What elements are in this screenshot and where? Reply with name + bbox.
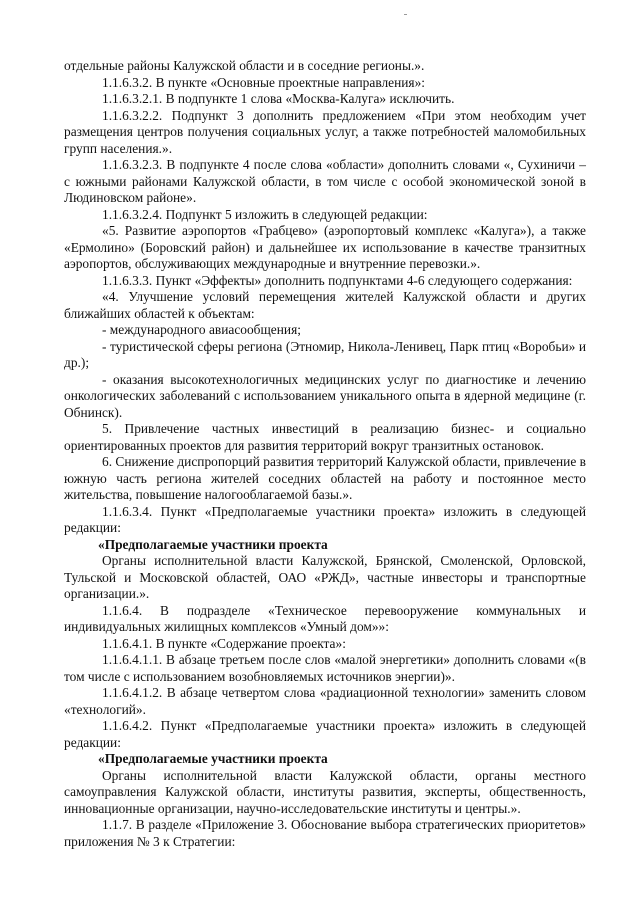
- paragraph-1-1-6-4-1-1: 1.1.6.4.1.1. В абзаце третьем после слов «малой энергетики» дополнить словами «(в том числе с использованием возобновляемых источников энергии)».: [64, 652, 586, 684]
- paragraph-1-1-6-3-4: 1.1.6.3.4. Пункт «Предполагаемые участники проекта» изложить в следующей редакции:: [64, 503, 586, 535]
- paragraph-1-1-6-3-2: 1.1.6.3.2. В пункте «Основные проектные направления»:: [102, 74, 426, 90]
- paragraph-1-1-6-3-2-2: 1.1.6.3.2.2. Подпункт 3 дополнить предложением «При этом необходим учет размещения центров получения социальных услуг, а также потребностей маломобильных групп населения.».: [64, 107, 586, 156]
- paragraph-effect-6: 6. Снижение диспропорций развития территорий Калужской области, привлечение в южную часть региона жителей соседних областей на работу и постоянное место жительства, повышение налогооблагаемой базы.».: [64, 454, 586, 502]
- paragraph-1-1-6-4: 1.1.6.4. В подразделе «Техническое перевооружение коммунальных и индивидуальных жилищных комплексов «Умный дом»»:: [64, 602, 586, 634]
- paragraph-effect-4: «4. Улучшение условий перемещения жителей Калужской области и других ближайших областей к объектам:: [64, 289, 586, 321]
- paragraph-effect-5: 5. Привлечение частных инвестиций в реализацию бизнес- и социально ориентированных проектов для развития территорий вокруг транзитных остановок.: [64, 421, 586, 453]
- paragraph-participants-2: Органы исполнительной власти Калужской области, органы местного самоуправления Калужской области, институты развития, эксперты, общественность, инновационные организации, научно-исследовательские институты и центры.».: [64, 767, 586, 816]
- list-item-medical: - оказания высокотехнологичных медицинских услуг по диагностике и лечению онкологических заболеваний с использованием уникального опыта в ядерной медицине (г. Обнинск).: [64, 371, 586, 420]
- list-item-tourism: - туристической сферы региона (Этномир, Никола-Ленивец, Парк птиц «Воробьи» и др.);: [64, 338, 586, 370]
- heading-participants-2: «Предполагаемые участники проекта: [98, 751, 328, 766]
- paragraph-intro-tail: отдельные районы Калужской области и в соседние регионы.».: [64, 58, 425, 73]
- paragraph-1-1-6-3-2-1: 1.1.6.3.2.1. В подпункте 1 слова «Москва-Калуга» исключить.: [102, 91, 455, 106]
- paragraph-1-1-7: 1.1.7. В разделе «Приложение 3. Обоснование выбора стратегических приоритетов» приложения № 3 к Стратегии:: [64, 817, 586, 849]
- paragraph-airports: «5. Развитие аэропортов «Грабцево» (аэропортовый комплекс «Калуга»), а также «Ермолино» (Боровский район) и дальнейшее их использование в качестве транзитных аэропортов, обслуживающих международные и внутренние перевозки.».: [64, 223, 586, 271]
- paragraph-participants-1: Органы исполнительной власти Калужской, Брянской, Смоленской, Орловской, Тульской и Московской областей, ОАО «РЖД», частные инвесторы и транспортные организации.».: [64, 553, 586, 601]
- paragraph-1-1-6-3-3: 1.1.6.3.3. Пункт «Эффекты» дополнить подпунктами 4-6 следующего содержания:: [102, 272, 573, 288]
- paragraph-1-1-6-4-1-2: 1.1.6.4.1.2. В абзаце четвертом слова «радиационной технологии» заменить словом «технологий».: [64, 685, 586, 717]
- paragraph-1-1-6-3-2-4: 1.1.6.3.2.4. Подпункт 5 изложить в следующей редакции:: [102, 206, 428, 222]
- paragraph-1-1-6-4-2: 1.1.6.4.2. Пункт «Предполагаемые участники проекта» изложить в следующей редакции:: [64, 718, 586, 750]
- paragraph-1-1-6-4-1: 1.1.6.4.1. В пункте «Содержание проекта»:: [102, 635, 346, 651]
- scan-speck: [404, 14, 407, 15]
- list-item-aviation: - международного авиасообщения;: [102, 322, 301, 337]
- paragraph-1-1-6-3-2-3: 1.1.6.3.2.3. В подпункте 4 после слова «области» дополнить словами «, Сухиничи – с южными районами Калужской области, в том числе с особой экономической зоной в Людиновском районе».: [64, 157, 586, 205]
- heading-participants-1: «Предполагаемые участники проекта: [98, 536, 328, 552]
